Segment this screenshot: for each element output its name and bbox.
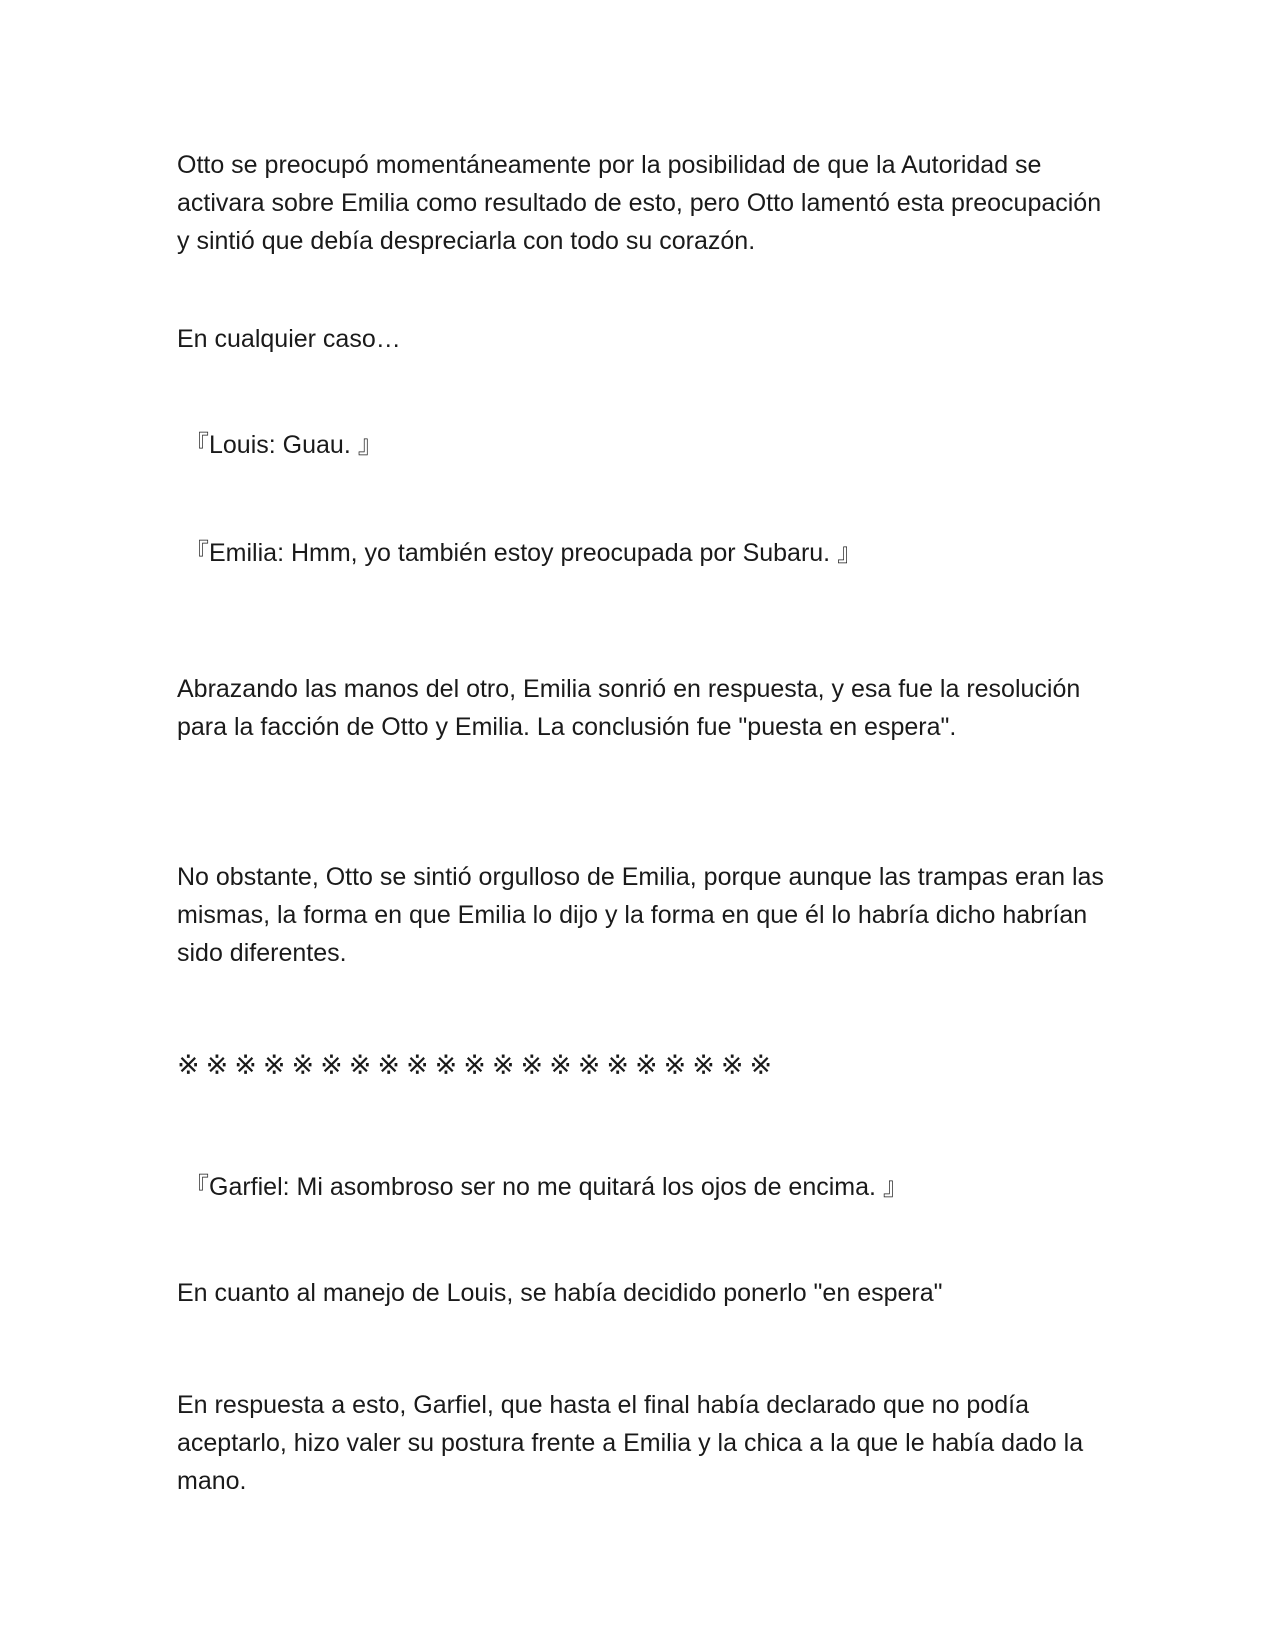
paragraph-otto-worry: Otto se preocupó momentáneamente por la posibilidad de que la Autoridad se activara sobre Emilia como resultado de esto, pero Otto lamentó esta preocupación y sintió que debía despreciarla con todo su corazón. xyxy=(177,151,1102,255)
paragraph-in-any-case: En cualquier caso… xyxy=(177,325,401,353)
paragraph-nevertheless: No obstante, Otto se sintió orgulloso de Emilia, porque aunque las trampas eran las mismas, la forma en que Emilia lo dijo y la forma en que él lo habría dicho habrían sido diferentes. xyxy=(177,863,1104,967)
paragraph-garfiel-response: En respuesta a esto, Garfiel, que hasta el final había declarado que no podía aceptarlo, hizo valer su postura frente a Emilia y la chica a la que le había dado la mano. xyxy=(177,1391,1084,1495)
dialogue-emilia: 『Emilia: Hmm, yo también estoy preocupada por Subaru. 』 xyxy=(184,539,863,567)
scene-separator: ※※※※※※※※※※※※※※※※※※※※※ xyxy=(177,1050,779,1080)
dialogue-garfiel: 『Garfiel: Mi asombroso ser no me quitará los ojos de encima. 』 xyxy=(184,1173,908,1201)
paragraph-embracing-hands: Abrazando las manos del otro, Emilia sonrió en respuesta, y esa fue la resolución para la facción de Otto y Emilia. La conclusión fue "puesta en espera". xyxy=(177,675,1081,741)
dialogue-louis: 『Louis: Guau. 』 xyxy=(184,431,383,459)
paragraph-louis-handling: En cuanto al manejo de Louis, se había decidido ponerlo "en espera" xyxy=(177,1279,943,1307)
